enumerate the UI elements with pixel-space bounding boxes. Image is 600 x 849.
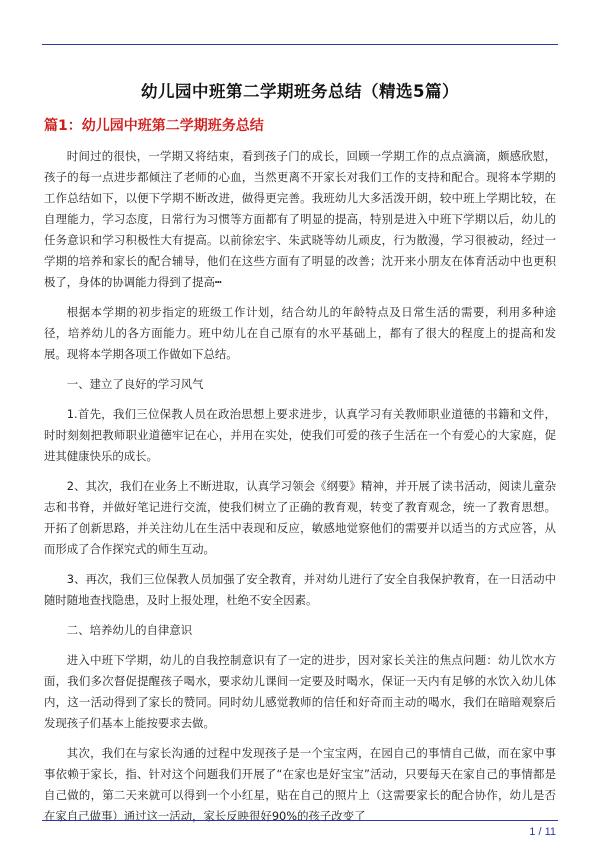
- footer-rule: [42, 820, 558, 821]
- document-body: [44, 146, 556, 836]
- page-number: 1 / 11: [529, 826, 556, 838]
- document-title: 幼儿园中班第二学期班务总结（精选5篇）: [141, 82, 459, 101]
- paragraph: 时间过的很快，一学期又将结束，看到孩子门的成长，回顾一学期工作的点点滴滴，颇感欣慰，孩子的每一点进步都倾注了老师的心血，当然更离不开家长对我们工作的支持和配合。现将本学期的工作总结如下，以便下学期不断改进，做得更完善。我班幼儿大多活泼开朗，较中班上学期比较，在自理能力，学习态度，日常行为习惯等方面都有了明显的提高，特别是进入中班下学期以后，幼儿的任务意识和学习积极性大有提高。以前徐宏宇、朱武晓等幼儿顽皮，行为散漫，学习很被动，经过一学期的培养和家长的配合辅导，他们在这些方面有了明显的改善；沈开来小朋友在体育活动中也更积极了，身体的协调能力得到了提高┅: [44, 149, 556, 289]
- header-rule: [42, 44, 558, 45]
- paragraph: 2、其次，我们在业务上不断进取，认真学习领会《纲要》精神，并开展了读书活动，阅读儿童杂志和书脊，并做好笔记进行交流，使我们树立了正确的教育观，转变了教育观念，统一了教育思想。开拓了创新思路，并关注幼儿在生活中表现和反应，敏感地觉察他们的需要并以适当的方式应答，从而形成了合作探究式的师生互动。: [44, 479, 556, 556]
- paragraph: 3、再次，我们三位保教人员加强了安全教育，并对幼儿进行了安全自我保护教育，在一日活动中随时随地查找隐患，及时上报处理，杜绝不安全因素。: [44, 572, 556, 607]
- subheading: 一、建立了良好的学习风气: [66, 377, 204, 391]
- subheading: 二、培养幼儿的自律意识: [66, 623, 193, 637]
- section-heading: 篇1：幼儿园中班第二学期班务总结: [44, 118, 264, 134]
- paragraph: 进入中班下学期，幼儿的自我控制意识有了一定的进步，因对家长关注的焦点问题：幼儿饮水方面，我们多次督促提醒孩子喝水，要求幼儿课间一定要及时喝水，保证一天内有足够的水饮入幼儿体内，这一活动得到了家长的赞同。同时幼儿感觉教师的信任和好奇而主动的喝水，我们在暗暗观察后发现孩子们基本上能按要求去做。: [44, 653, 556, 730]
- paragraph: 1.首先，我们三位保教人员在政治思想上要求进步，认真学习有关教师职业道德的书籍和文件，时时刻刻把教师职业道德牢记在心，并用在实处，使我们可爱的孩子生活在一个有爱心的大家庭，促进其健康快乐的成长。: [44, 407, 556, 463]
- paragraph: 根据本学期的初步指定的班级工作计划，结合幼儿的年龄特点及日常生活的需要，利用多种途径，培养幼儿的各方面能力。班中幼儿在自己原有的水平基础上，都有了很大的程度上的提高和发展。现将本学期各项工作做如下总结。: [44, 305, 556, 361]
- paragraph: 其次，我们在与家长沟通的过程中发现孩子是一个宝宝两，在园自己的事情自己做，而在家中事事依赖于家长，指、针对这个问题我们开展了“在家也是好宝宝”活动，只要每天在家自己的事情都是自己做的，第二天来就可以得到一个小红星，贴在自己的照片上（这需要家长的配合协作，幼儿是否在家自己做事）通过这一活动，家长反映很好90%的孩子改变了: [44, 746, 556, 823]
